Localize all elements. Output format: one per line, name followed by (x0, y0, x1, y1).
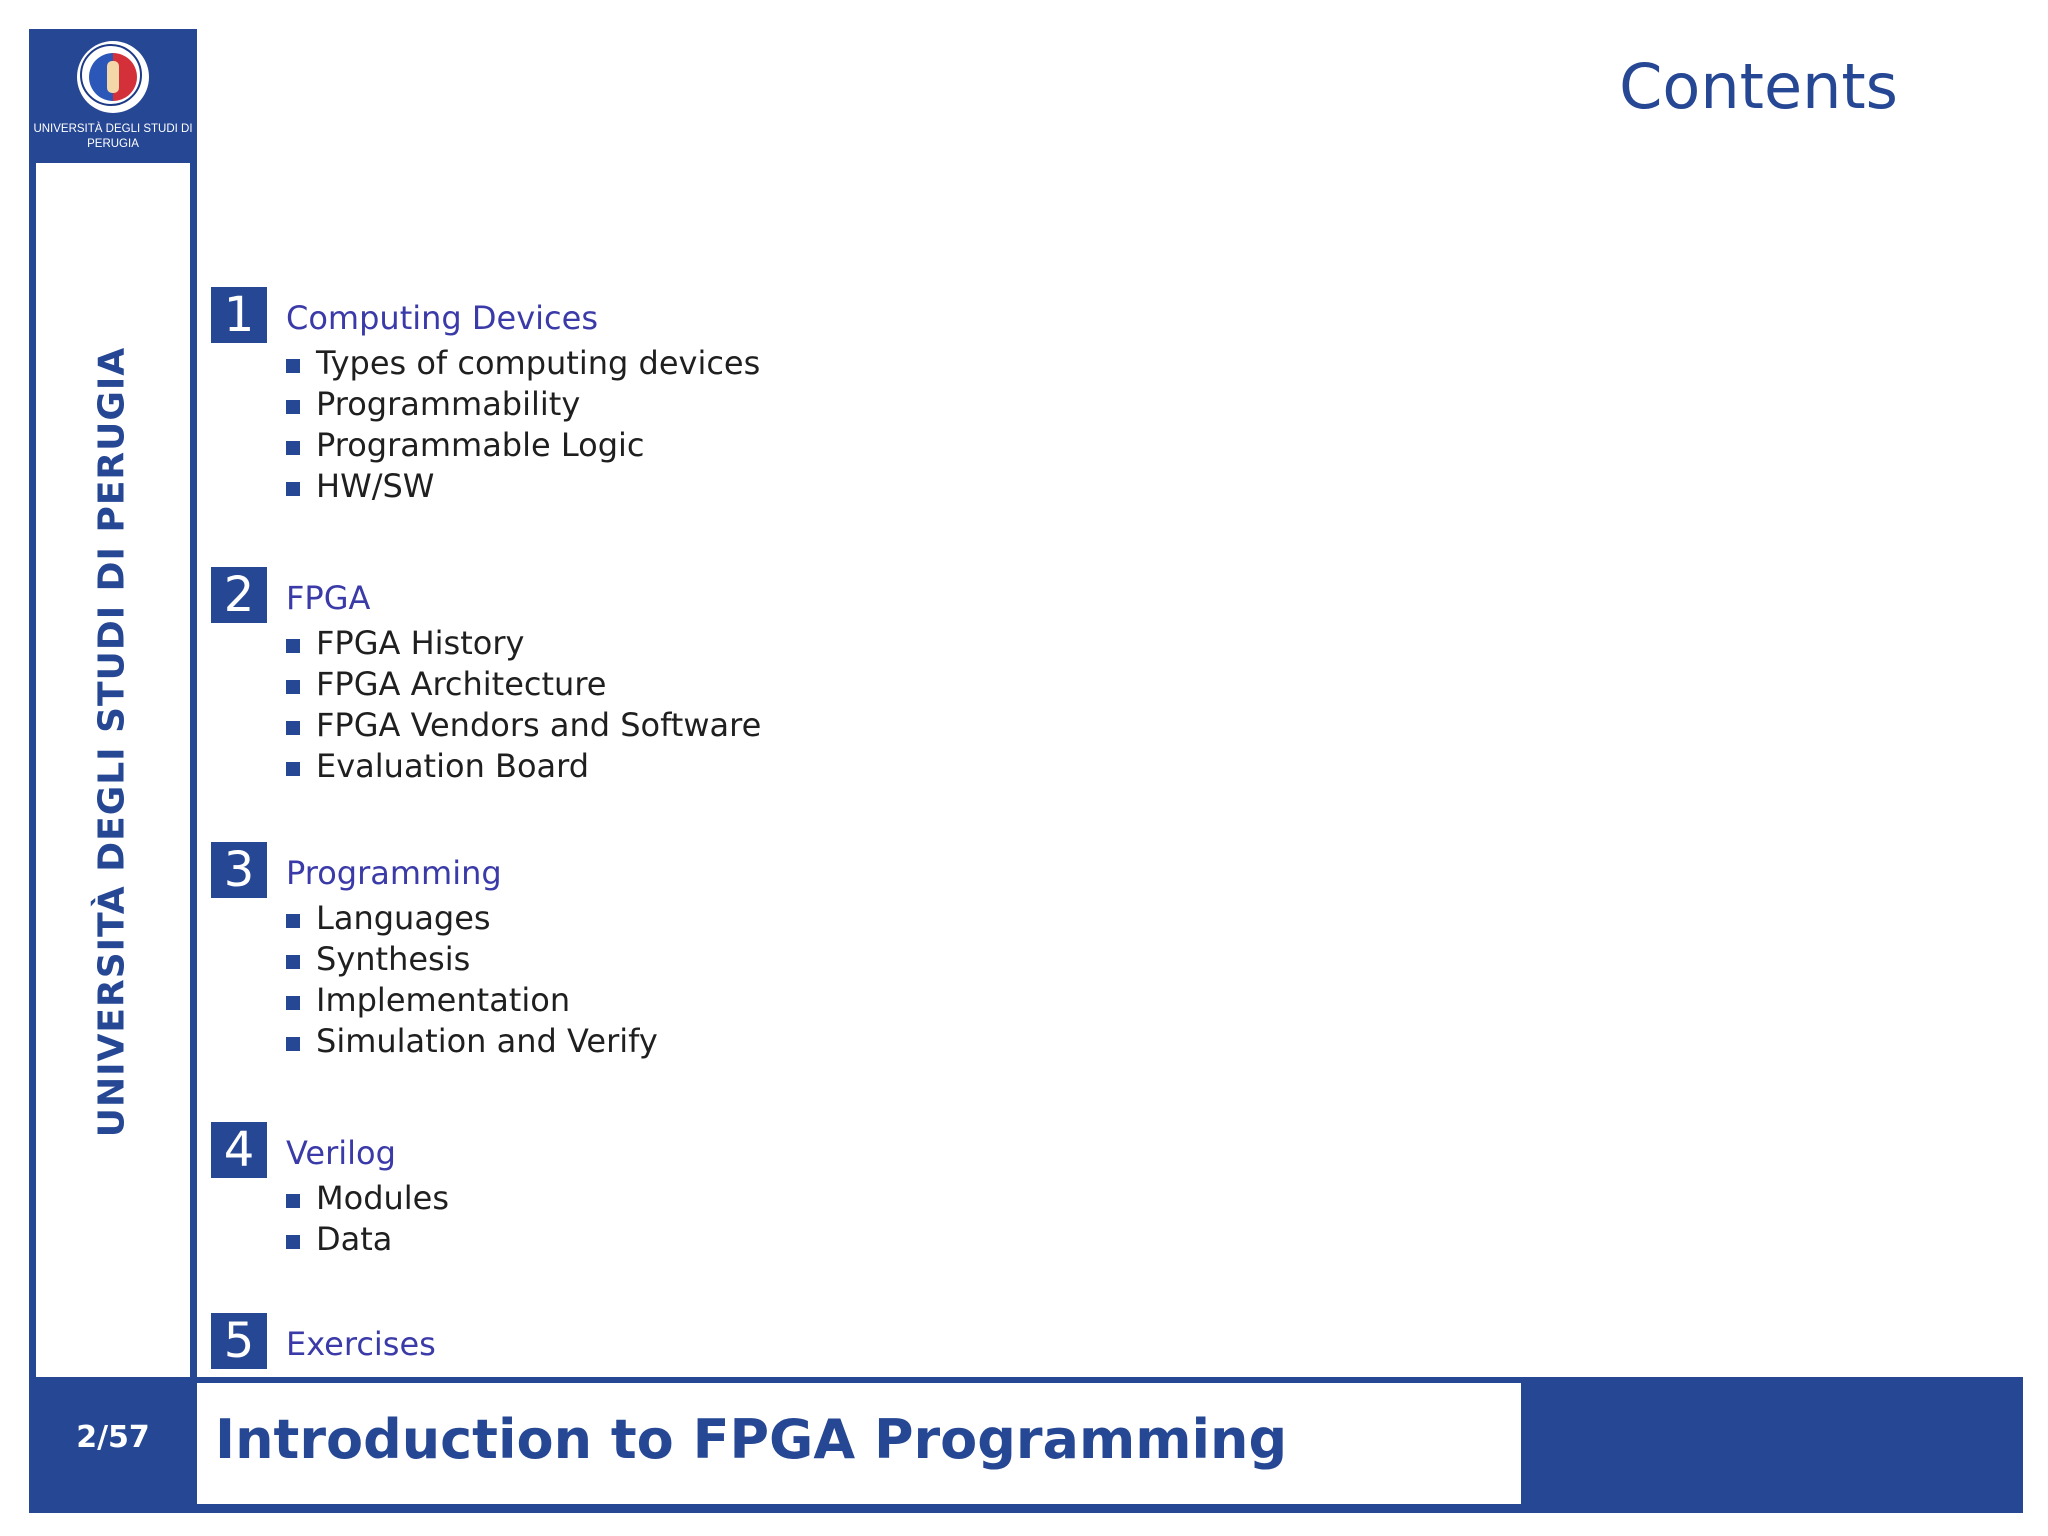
square-bullet-icon (286, 1037, 300, 1051)
subsection-label: FPGA Architecture (316, 665, 607, 703)
subsection-label: Simulation and Verify (316, 1022, 658, 1060)
square-bullet-icon (286, 359, 300, 373)
page-number: 2/57 (76, 1420, 150, 1455)
section-number-badge: 3 (211, 842, 267, 898)
subsection-item[interactable] (286, 1021, 658, 1062)
subsection-label: Modules (316, 1179, 450, 1217)
subsection-item[interactable] (286, 980, 658, 1021)
subsection-label: Data (316, 1220, 393, 1258)
subsection-label: Languages (316, 899, 491, 937)
subsection-label: Programmable Logic (316, 426, 645, 464)
subsection-item[interactable] (286, 1178, 449, 1219)
subsection-item[interactable] (286, 898, 658, 939)
section-title-link[interactable]: Exercises (286, 1325, 436, 1363)
section-title-link[interactable]: Programming (286, 854, 502, 892)
square-bullet-icon (286, 441, 300, 455)
square-bullet-icon (286, 680, 300, 694)
subsection-label: Synthesis (316, 940, 471, 978)
subsection-label: HW/SW (316, 467, 435, 505)
frame-title: Contents (1619, 50, 1898, 123)
section-title-link[interactable]: FPGA (286, 579, 371, 617)
subsection-item[interactable] (286, 705, 761, 746)
presentation-title: Introduction to FPGA Programming (215, 1408, 1288, 1471)
subsection-item[interactable] (286, 939, 658, 980)
subsection-item[interactable] (286, 623, 761, 664)
square-bullet-icon (286, 914, 300, 928)
vertical-university-name: UNIVERSITÀ DEGLI STUDI DI PERUGIA (91, 346, 133, 1138)
section-number-badge: 5 (211, 1313, 267, 1369)
square-bullet-icon (286, 1235, 300, 1249)
square-bullet-icon (286, 639, 300, 653)
subsection-list (286, 1178, 449, 1260)
square-bullet-icon (286, 996, 300, 1010)
subsection-item[interactable] (286, 384, 760, 425)
section-number-badge: 4 (211, 1122, 267, 1178)
subsection-label: Types of computing devices (316, 344, 761, 382)
subsection-item[interactable] (286, 1219, 449, 1260)
square-bullet-icon (286, 400, 300, 414)
subsection-label: Implementation (316, 981, 571, 1019)
square-bullet-icon (286, 1194, 300, 1208)
section-title-link[interactable]: Verilog (286, 1134, 396, 1172)
section-title-link[interactable]: Computing Devices (286, 299, 598, 337)
subsection-item[interactable] (286, 746, 761, 787)
subsection-item[interactable] (286, 664, 761, 705)
subsection-label: Programmability (316, 385, 581, 423)
subsection-list (286, 623, 761, 787)
section-number-badge: 2 (211, 567, 267, 623)
subsection-label: FPGA Vendors and Software (316, 706, 762, 744)
subsection-label: Evaluation Board (316, 747, 590, 785)
subsection-item[interactable] (286, 343, 760, 384)
logo-text: UNIVERSITÀ DEGLI STUDI DI PERUGIA (33, 123, 193, 150)
square-bullet-icon (286, 482, 300, 496)
section-number-badge: 1 (211, 287, 267, 343)
subsection-item[interactable] (286, 425, 760, 466)
subsection-list (286, 343, 760, 507)
subsection-item[interactable] (286, 466, 760, 507)
square-bullet-icon (286, 721, 300, 735)
subsection-list (286, 898, 658, 1062)
square-bullet-icon (286, 955, 300, 969)
subsection-label: FPGA History (316, 624, 525, 662)
university-seal-icon (77, 41, 149, 113)
square-bullet-icon (286, 762, 300, 776)
